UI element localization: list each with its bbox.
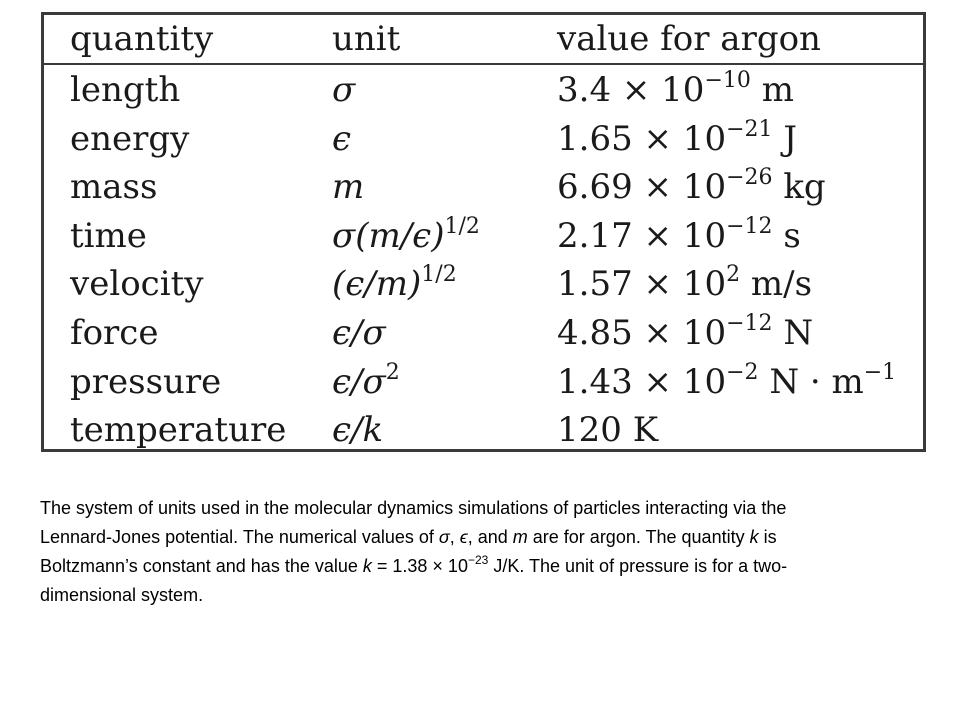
unit-exponent: 1/2 — [444, 213, 480, 239]
value-unit: kg — [772, 167, 826, 208]
caption-symbol-k: k — [749, 527, 759, 547]
caption-text: = 1.38 × 10 — [371, 556, 468, 576]
cell-quantity: pressure — [70, 361, 222, 402]
cell-value — [557, 66, 794, 114]
cell-value — [557, 212, 801, 260]
caption-text: is Boltzmann’s constant and has the value — [40, 527, 777, 576]
table-row — [44, 358, 923, 406]
value-exponent: −2 — [726, 359, 759, 385]
cell-unit — [332, 212, 480, 260]
value-unit: N · m — [758, 361, 864, 402]
value-exponent: −21 — [726, 116, 773, 142]
value-unit: N — [772, 313, 814, 353]
table-row — [44, 115, 923, 163]
cell-unit — [332, 163, 364, 211]
value-unit: J — [772, 118, 797, 159]
cell-unit — [332, 309, 386, 357]
unit-symbol: ϵ/σ — [332, 313, 386, 353]
unit-symbol: σ(m/ϵ) — [332, 215, 445, 256]
caption-exponent: −23 — [467, 553, 489, 567]
cell-quantity: length — [70, 70, 181, 110]
unit-symbol: ϵ — [332, 118, 352, 159]
cell-quantity: velocity — [70, 264, 204, 305]
unit-symbol: σ — [332, 70, 356, 110]
header-value: value for argon — [557, 19, 821, 59]
value-mantissa: 120 K — [557, 410, 659, 451]
value-exponent: −10 — [704, 68, 751, 93]
cell-quantity: energy — [70, 118, 190, 159]
cell-unit — [332, 115, 351, 163]
cell-value — [557, 406, 658, 454]
cell-value — [557, 358, 896, 406]
table-row — [44, 406, 923, 454]
unit-symbol: ϵ/σ — [332, 361, 386, 402]
value-unit: m/s — [740, 264, 813, 305]
value-exponent: 2 — [726, 262, 741, 288]
caption-text: , and — [467, 527, 513, 547]
unit-symbol: ϵ/k — [332, 410, 384, 451]
table-row — [44, 260, 923, 308]
cell-quantity: temperature — [70, 410, 287, 451]
cell-value — [557, 115, 797, 163]
header-divider — [44, 63, 923, 65]
value-mantissa: 2.17 × 10 — [557, 215, 727, 256]
cell-unit — [332, 406, 383, 454]
value-unit-exponent: −1 — [863, 359, 897, 385]
value-mantissa: 1.43 × 10 — [557, 361, 727, 402]
caption-text: , — [449, 527, 460, 547]
table-row — [44, 309, 923, 357]
value-mantissa: 3.4 × 10 — [557, 70, 705, 110]
cell-value — [557, 260, 812, 308]
caption-text: J/K. The unit of pressure is for a two-dimensional system. — [40, 556, 788, 605]
value-unit: s — [772, 215, 801, 256]
unit-exponent: 2 — [385, 359, 400, 385]
value-mantissa: 1.65 × 10 — [557, 118, 727, 159]
cell-value — [557, 163, 826, 211]
caption-symbol-m: m — [512, 527, 528, 547]
table-row — [44, 212, 923, 260]
value-exponent: −12 — [726, 311, 773, 336]
header-quantity: quantity — [70, 19, 214, 59]
caption-text: are for argon. The quantity — [527, 527, 750, 547]
caption-symbol-k: k — [362, 556, 372, 576]
caption-symbol-epsilon: ϵ — [459, 527, 468, 547]
table-row — [44, 66, 923, 114]
table-caption — [40, 494, 860, 610]
unit-symbol: m — [332, 167, 365, 208]
unit-exponent: 1/2 — [421, 262, 457, 288]
value-exponent: −26 — [726, 165, 773, 191]
value-exponent: −12 — [726, 213, 773, 239]
unit-symbol: (ϵ/m) — [332, 264, 422, 305]
cell-quantity: mass — [70, 167, 158, 208]
value-mantissa: 4.85 × 10 — [557, 313, 727, 353]
cell-quantity: force — [70, 313, 159, 353]
caption-symbol-sigma: σ — [438, 527, 450, 547]
value-mantissa: 1.57 × 10 — [557, 264, 727, 305]
cell-unit — [332, 66, 355, 114]
value-unit: m — [750, 70, 794, 110]
caption-text: The system of units used in the molecular dynamics simulations of particles interacting via the Lennard-Jones potential. The numerical values of — [40, 498, 787, 547]
table-row — [44, 163, 923, 211]
value-mantissa: 6.69 × 10 — [557, 167, 727, 208]
cell-unit — [332, 358, 400, 406]
header-unit: unit — [332, 19, 401, 59]
cell-value — [557, 309, 813, 357]
table-header-row — [44, 15, 923, 63]
cell-unit — [332, 260, 457, 308]
units-table — [41, 12, 926, 452]
cell-quantity: time — [70, 215, 147, 256]
